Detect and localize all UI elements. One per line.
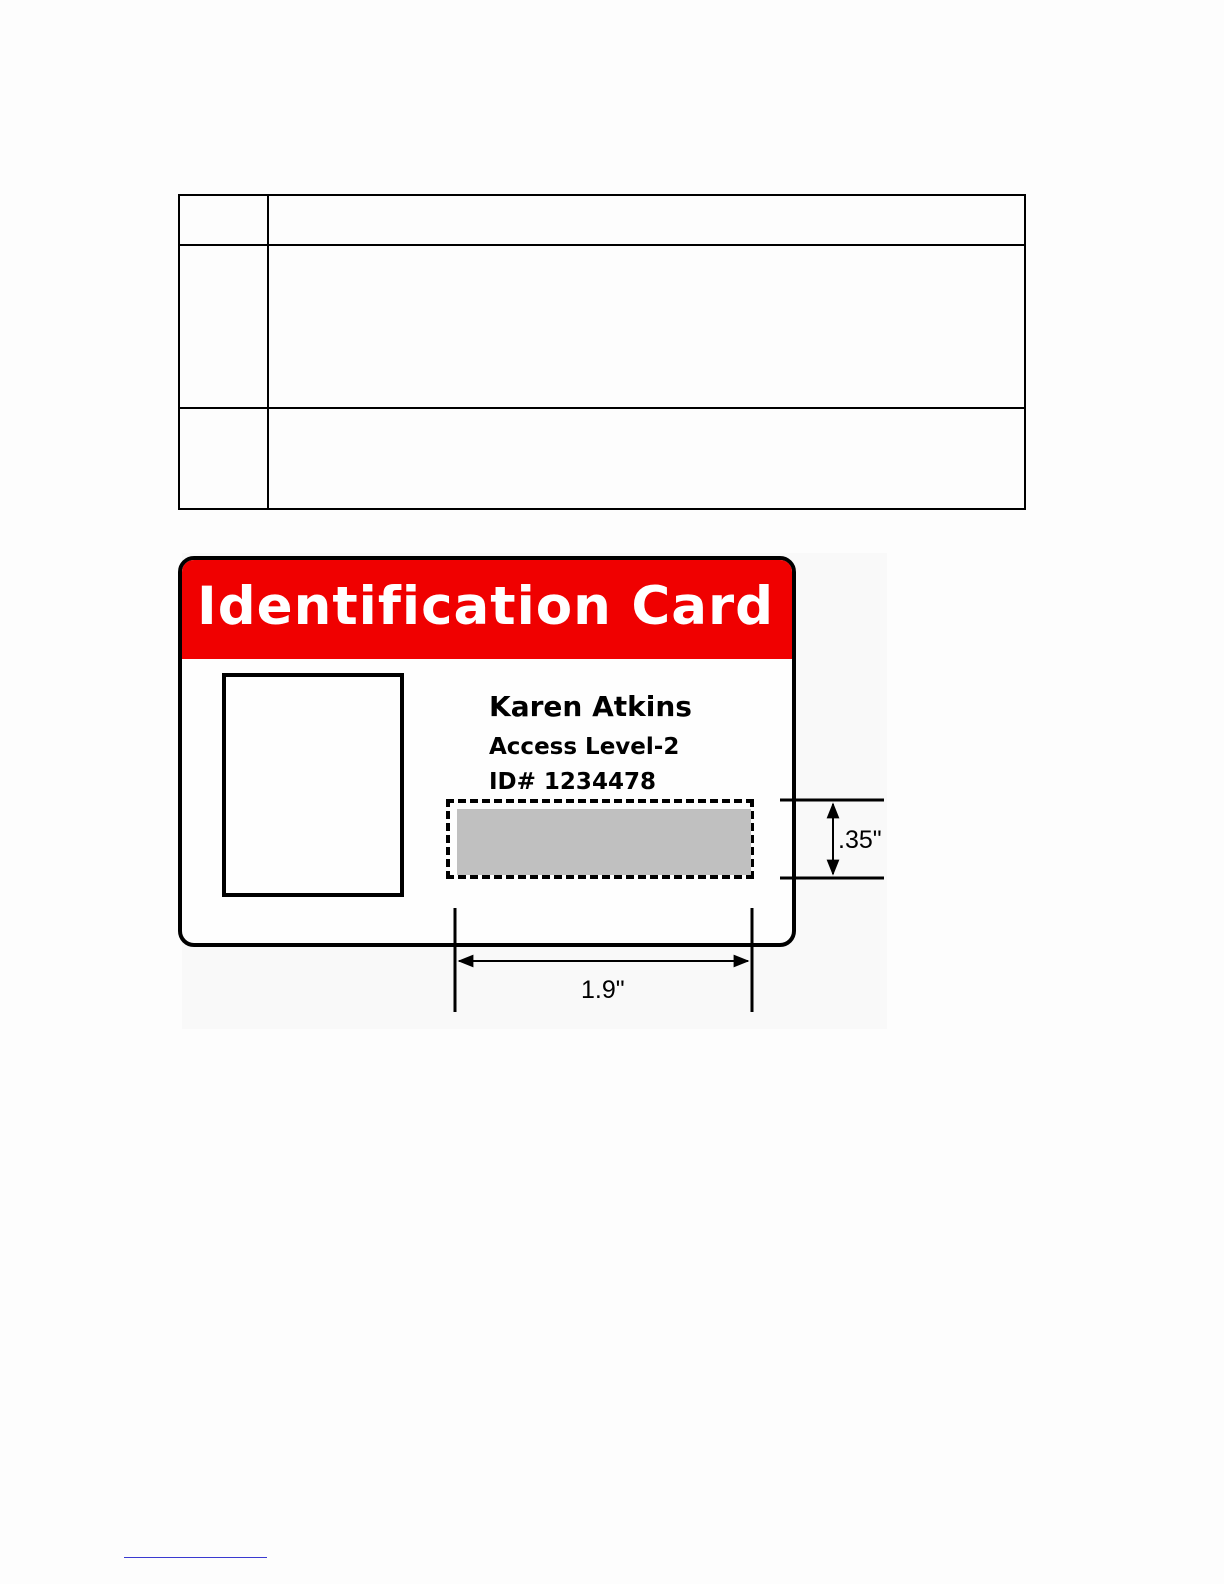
table-row [179, 245, 1025, 408]
card-header [182, 560, 792, 659]
photo-placeholder [222, 673, 404, 897]
table-cell [179, 245, 268, 408]
stripe-width-label: 1.9" [581, 976, 625, 1004]
access-level: Access Level-2 [489, 734, 680, 760]
card-title: Identification Card [197, 576, 775, 637]
table-cell [179, 195, 268, 245]
content-table [178, 194, 1026, 510]
id-card-illustration [178, 556, 796, 947]
id-number: ID# 1234478 [489, 769, 656, 795]
stripe-height-label: .35" [838, 826, 882, 854]
magnetic-stripe [457, 809, 751, 875]
table-row [179, 195, 1025, 245]
table-cell [268, 245, 1025, 408]
table-row [179, 408, 1025, 509]
table-cell [268, 195, 1025, 245]
cardholder-name: Karen Atkins [489, 690, 692, 723]
table-cell [179, 408, 268, 509]
table-cell [268, 408, 1025, 509]
footnote-separator [124, 1557, 267, 1558]
